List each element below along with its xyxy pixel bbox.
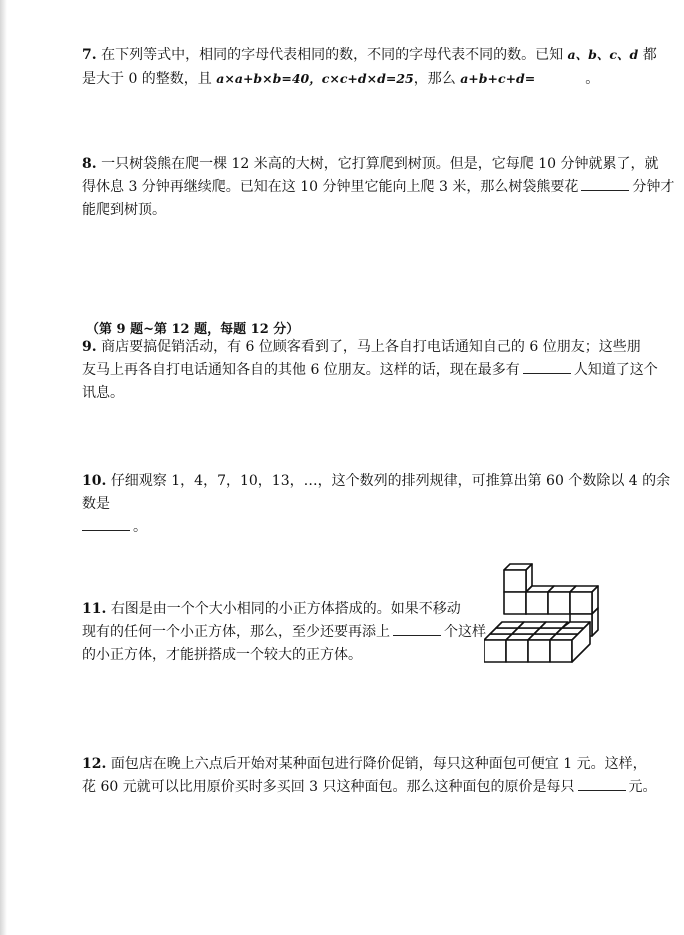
answer-blank[interactable] [393, 621, 441, 636]
answer-blank[interactable] [538, 69, 582, 83]
cube-side-face [592, 608, 598, 636]
cube-front-face [506, 640, 528, 662]
section-header: （第 9 题~第 12 题，每题 12 分） [86, 322, 300, 337]
question-12 [82, 753, 657, 799]
question-number: 10. [82, 473, 107, 489]
question-text: 元。 [628, 779, 657, 795]
question-text: 。 [133, 519, 147, 535]
question-number: 12. [82, 756, 107, 772]
equation: a×a+b×b=40，c×c+d×d=25 [216, 71, 414, 86]
question-text: 能爬到树顶。 [82, 202, 166, 218]
scan-edge-shadow [0, 0, 7, 935]
question-7-line-1 [82, 43, 657, 67]
question-8 [82, 153, 674, 222]
question-8-line-3 [82, 199, 674, 222]
question-text: 在下列等式中，相同的字母代表相同的数，不同的字母代表不同的数。已知 [101, 47, 564, 63]
question-11 [82, 598, 486, 667]
question-text: 人知道了这个 [573, 362, 658, 378]
question-11-line-1 [82, 598, 486, 621]
question-text: 分钟才 [632, 179, 675, 195]
answer-blank[interactable] [523, 359, 571, 374]
cube-front-face [550, 640, 572, 662]
answer-blank[interactable] [581, 176, 629, 191]
question-10 [82, 470, 684, 539]
question-8-line-1 [82, 153, 674, 176]
question-text: 。 [585, 71, 600, 87]
question-text: 是大于 0 的整数，且 [82, 71, 212, 87]
question-number: 11. [82, 601, 107, 617]
question-text: 的小正方体，才能拼搭成一个较大的正方体。 [82, 647, 362, 663]
question-text: ，那么 [413, 71, 456, 87]
answer-expression: a+b+c+d= [460, 71, 536, 86]
cube-front-face [548, 592, 570, 614]
question-text: 商店要搞促销活动，有 6 位顾客看到了，马上各自打电话通知自己的 6 位朋友；这些朋 [101, 339, 641, 355]
question-number: 7. [82, 47, 97, 63]
cube-front-face [528, 640, 550, 662]
answer-blank[interactable] [82, 516, 130, 531]
question-text: 现有的任何一个小正方体，那么，至少还要再添上 [82, 624, 390, 640]
question-12-line-1 [82, 753, 657, 776]
question-text: 面包店在晚上六点后开始对某种面包进行降价促销，每只这种面包可便宜 1 元。这样， [110, 756, 647, 772]
question-11-line-3 [82, 644, 486, 667]
question-12-line-2 [82, 776, 657, 799]
question-9-line-2 [82, 359, 658, 382]
cube-front-face [484, 640, 506, 662]
question-text: 仔细观察 1，4，7，10，13，…，这个数列的排列规律，可推算出第 60 个数除以 4 的余数是 [82, 473, 671, 512]
question-number: 9. [82, 339, 97, 355]
cube-front-face [504, 592, 526, 614]
cube-front-face [570, 592, 592, 614]
variable-list: a、b、c、d [567, 47, 639, 62]
question-9-line-1 [82, 336, 658, 359]
question-number: 8. [82, 156, 97, 172]
question-8-line-2 [82, 176, 674, 199]
question-text: 个这样 [444, 624, 486, 640]
question-text: 得休息 3 分钟再继续爬。已知在这 10 分钟里它能向上爬 3 米，那么树袋熊要花 [82, 179, 579, 195]
question-7-line-2 [82, 67, 657, 91]
question-text: 一只树袋熊在爬一棵 12 米高的大树，它打算爬到树顶。但是，它每爬 10 分钟就累了，就 [101, 156, 659, 172]
answer-blank[interactable] [578, 776, 626, 791]
cube-front-face [504, 570, 526, 592]
question-11-line-2 [82, 621, 486, 644]
question-text: 都 [642, 47, 657, 63]
question-7 [82, 43, 657, 91]
question-9-line-3 [82, 382, 658, 405]
question-9 [82, 336, 658, 405]
cube-front-face [526, 592, 548, 614]
question-10-line-2 [82, 516, 684, 539]
question-text: 讯息。 [82, 385, 124, 401]
question-text: 花 60 元就可以比用原价买时多买回 3 只这种面包。那么这种面包的原价是每只 [82, 779, 575, 795]
cube-stack-figure [484, 562, 612, 666]
question-text: 右图是由一个个大小相同的小正方体搭成的。如果不移动 [110, 601, 461, 617]
question-10-line-1 [82, 470, 684, 516]
question-text: 友马上再各自打电话通知各自的其他 6 位朋友。这样的话，现在最多有 [82, 362, 520, 378]
